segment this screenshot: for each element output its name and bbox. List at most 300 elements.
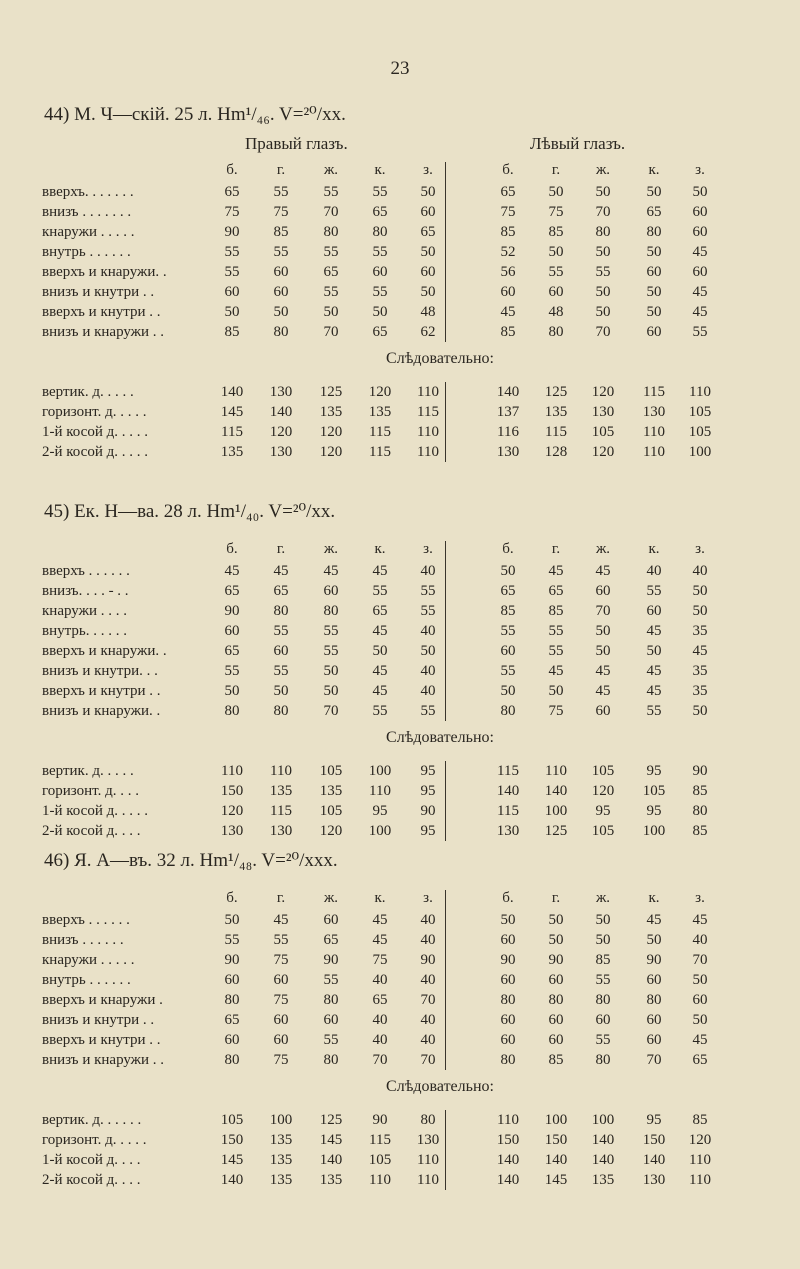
meridian-label: 2-й косой д. . . . (42, 1172, 141, 1188)
right-eye-value: 120 (220, 803, 244, 819)
left-column-header: з. (695, 162, 705, 178)
left-eye-value: 45 (646, 683, 662, 699)
column-divider (445, 1110, 446, 1190)
left-eye-value: 80 (500, 703, 516, 719)
right-column-header: г. (276, 541, 286, 557)
left-eye-value: 90 (548, 952, 564, 968)
right-eye-value: 60 (323, 1012, 339, 1028)
right-eye-value: 80 (224, 1052, 240, 1068)
left-eye-value: 50 (595, 284, 611, 300)
left-eye-value: 105 (642, 783, 666, 799)
left-eye-value: 145 (544, 1172, 568, 1188)
measurement-row (40, 910, 780, 930)
right-eye-value: 90 (323, 952, 339, 968)
left-eye-value: 95 (646, 763, 662, 779)
right-eye-value: 75 (273, 1052, 289, 1068)
right-eye-value: 145 (220, 404, 244, 420)
left-eye-value: 130 (496, 444, 520, 460)
result-heading: Слѣдовательно: (386, 350, 494, 367)
left-eye-value: 100 (591, 1112, 615, 1128)
left-eye-value: 115 (497, 763, 519, 779)
right-eye-value: 50 (273, 304, 289, 320)
left-eye-value: 56 (500, 264, 516, 280)
right-eye-value: 105 (368, 1152, 392, 1168)
right-eye-value: 55 (224, 932, 240, 948)
left-eye-value: 48 (548, 304, 564, 320)
measurement-row (40, 601, 780, 621)
direction-label: внизъ . . . . . . (42, 932, 124, 948)
right-eye-value: 55 (372, 583, 388, 599)
right-eye-value: 110 (417, 424, 439, 440)
right-eye-value: 85 (224, 324, 240, 340)
left-eye-value: 140 (544, 783, 568, 799)
right-eye-value: 135 (319, 404, 343, 420)
right-eye-value: 48 (420, 304, 436, 320)
meridian-label: горизонт. д. . . . (42, 783, 139, 799)
right-eye-value: 65 (372, 324, 388, 340)
result-row (40, 1110, 780, 1130)
left-eye-value: 80 (595, 992, 611, 1008)
left-eye-value: 85 (548, 1052, 564, 1068)
right-column-header: з. (423, 890, 433, 906)
right-eye-value: 55 (323, 972, 339, 988)
left-eye-value: 125 (544, 823, 568, 839)
right-eye-value: 60 (273, 264, 289, 280)
right-eye-value: 45 (323, 563, 339, 579)
measurement-row (40, 322, 780, 342)
left-eye-value: 135 (544, 404, 568, 420)
left-eye-value: 50 (646, 244, 662, 260)
right-eye-value: 140 (269, 404, 293, 420)
right-eye-value: 100 (269, 1112, 293, 1128)
direction-label: внизъ и кнутри. . . (42, 663, 158, 679)
right-eye-value: 135 (269, 1132, 293, 1148)
right-eye-value: 55 (273, 932, 289, 948)
left-eye-value: 110 (497, 1112, 519, 1128)
result-row (40, 382, 780, 402)
right-eye-value: 40 (420, 1032, 436, 1048)
left-column-header: к. (648, 162, 660, 178)
right-eye-value: 55 (372, 244, 388, 260)
right-eye-value: 80 (323, 1052, 339, 1068)
right-eye-value: 110 (369, 1172, 391, 1188)
result-row (40, 761, 780, 781)
left-eye-value: 100 (642, 823, 666, 839)
right-eye-value: 80 (273, 703, 289, 719)
left-eye-value: 110 (689, 1152, 711, 1168)
left-eye-value: 50 (595, 623, 611, 639)
right-eye-value: 65 (323, 932, 339, 948)
left-eye-value: 65 (692, 1052, 708, 1068)
measurement-row (40, 581, 780, 601)
left-eye-value: 120 (591, 444, 615, 460)
right-eye-value: 115 (221, 424, 243, 440)
left-eye-value: 100 (688, 444, 712, 460)
right-eye-value: 90 (224, 224, 240, 240)
left-eye-value: 100 (544, 1112, 568, 1128)
right-eye-value: 55 (273, 184, 289, 200)
left-eye-value: 90 (692, 763, 708, 779)
right-eye-value: 95 (420, 763, 436, 779)
right-eye-value: 45 (372, 623, 388, 639)
right-eye-value: 135 (220, 444, 244, 460)
left-eye-value: 35 (692, 663, 708, 679)
case-title: 45) Ек. Н—ва. 28 л. Hm¹/₄₀. V=²⁰/xx. (44, 501, 336, 522)
right-eye-value: 90 (224, 952, 240, 968)
measurement-row (40, 950, 780, 970)
right-eye-value: 50 (224, 912, 240, 928)
measurement-row (40, 1050, 780, 1070)
measurement-row (40, 222, 780, 242)
right-eye-value: 70 (323, 204, 339, 220)
right-eye-value: 130 (269, 444, 293, 460)
right-eye-value: 90 (224, 603, 240, 619)
right-eye-value: 145 (220, 1152, 244, 1168)
right-eye-value: 50 (323, 663, 339, 679)
left-eye-value: 50 (692, 583, 708, 599)
column-divider (445, 890, 446, 1070)
measurement-rows (40, 561, 780, 721)
right-column-header: ж. (323, 541, 339, 557)
meridian-label: вертик. д. . . . . (42, 763, 134, 779)
direction-label: вверхъ . . . . . . (42, 563, 130, 579)
right-eye-value: 60 (273, 643, 289, 659)
meridian-label: вертик. д. . . . . . (42, 1112, 142, 1128)
result-row (40, 1170, 780, 1190)
right-eye-value: 45 (372, 683, 388, 699)
meridian-label: 2-й косой д. . . . (42, 823, 141, 839)
right-eye-value: 50 (372, 304, 388, 320)
right-eye-value: 60 (224, 972, 240, 988)
right-eye-value: 65 (420, 224, 436, 240)
right-eye-value: 90 (420, 803, 436, 819)
right-eye-value: 40 (372, 1012, 388, 1028)
right-eye-value: 40 (420, 972, 436, 988)
left-eye-value: 140 (591, 1132, 615, 1148)
right-eye-value: 65 (372, 992, 388, 1008)
right-eye-value: 45 (372, 912, 388, 928)
right-eye-value: 50 (372, 643, 388, 659)
left-eye-value: 105 (591, 823, 615, 839)
left-eye-value: 60 (500, 932, 516, 948)
left-eye-value: 60 (646, 972, 662, 988)
left-eye-value: 128 (544, 444, 568, 460)
direction-label: вверхъ. . . . . . . (42, 184, 134, 200)
measurement-row (40, 202, 780, 222)
column-divider (445, 541, 446, 721)
right-eye-value: 60 (420, 204, 436, 220)
right-eye-value: 130 (269, 823, 293, 839)
right-eye-value: 135 (319, 1172, 343, 1188)
left-eye-value: 50 (500, 683, 516, 699)
right-column-header: б. (226, 890, 238, 906)
left-column-header: г. (551, 541, 561, 557)
direction-label: внутрь . . . . . . (42, 244, 131, 260)
left-eye-value: 50 (548, 244, 564, 260)
left-column-header: ж. (595, 162, 611, 178)
left-eye-value: 60 (646, 1012, 662, 1028)
left-eye-value: 85 (548, 603, 564, 619)
column-header-row (40, 160, 780, 182)
left-eye-value: 60 (646, 324, 662, 340)
result-row (40, 1150, 780, 1170)
right-eye-value: 60 (273, 972, 289, 988)
left-eye-value: 60 (692, 204, 708, 220)
left-eye-value: 116 (497, 424, 519, 440)
right-eye-value: 75 (273, 952, 289, 968)
right-eye-value: 45 (273, 563, 289, 579)
left-eye-value: 45 (692, 912, 708, 928)
left-eye-value: 60 (548, 1012, 564, 1028)
right-eye-value: 60 (224, 623, 240, 639)
left-eye-value: 80 (595, 224, 611, 240)
left-column-header: б. (502, 162, 514, 178)
right-eye-value: 100 (368, 763, 392, 779)
left-eye-value: 70 (646, 1052, 662, 1068)
left-eye-value: 130 (591, 404, 615, 420)
right-eye-value: 65 (224, 1012, 240, 1028)
left-eye-value: 45 (548, 663, 564, 679)
right-eye-value: 120 (319, 823, 343, 839)
right-eye-value: 75 (273, 204, 289, 220)
right-eye-value: 65 (372, 204, 388, 220)
right-column-header: з. (423, 162, 433, 178)
left-eye-value: 80 (692, 803, 708, 819)
right-eye-value: 50 (420, 284, 436, 300)
direction-label: внизъ и кнутри . . (42, 284, 155, 300)
left-eye-value: 85 (692, 1112, 708, 1128)
right-eye-value: 70 (420, 992, 436, 1008)
left-eye-value: 130 (496, 823, 520, 839)
right-eye-value: 50 (420, 184, 436, 200)
left-eye-value: 75 (500, 204, 516, 220)
direction-label: вверхъ и кнутри . . (42, 1032, 161, 1048)
right-eye-value: 40 (372, 1032, 388, 1048)
right-eye-value: 55 (372, 184, 388, 200)
left-eye-value: 50 (692, 972, 708, 988)
direction-label: внизъ и кнаружи. . (42, 703, 161, 719)
direction-label: вверхъ и кнаружи. . (42, 643, 167, 659)
right-eye-value: 75 (224, 204, 240, 220)
right-eye-value: 110 (417, 444, 439, 460)
left-eye-value: 60 (646, 264, 662, 280)
left-eye-value: 105 (688, 404, 712, 420)
right-eye-value: 45 (224, 563, 240, 579)
left-eye-value: 85 (692, 823, 708, 839)
right-eye-value: 45 (372, 563, 388, 579)
right-eye-value: 55 (372, 284, 388, 300)
left-eye-value: 105 (591, 763, 615, 779)
right-eye-value: 70 (323, 703, 339, 719)
left-eye-value: 45 (692, 244, 708, 260)
right-eye-value: 40 (420, 623, 436, 639)
right-eye-value: 55 (273, 663, 289, 679)
direction-label: внутрь. . . . . . (42, 623, 127, 639)
left-column-header: б. (502, 890, 514, 906)
left-eye-value: 65 (500, 583, 516, 599)
right-eye-value: 135 (269, 783, 293, 799)
left-eye-value: 50 (548, 683, 564, 699)
right-eye-value: 95 (420, 823, 436, 839)
right-eye-value: 50 (224, 683, 240, 699)
right-eye-value: 70 (372, 1052, 388, 1068)
left-eye-value: 75 (548, 703, 564, 719)
right-eye-value: 55 (323, 244, 339, 260)
left-eye-value: 60 (500, 972, 516, 988)
left-eye-value: 60 (500, 284, 516, 300)
right-eye-value: 65 (273, 583, 289, 599)
left-eye-heading: Лѣвый глазъ. (530, 134, 626, 153)
left-eye-value: 105 (591, 424, 615, 440)
right-eye-value: 45 (273, 912, 289, 928)
right-column-header: к. (374, 890, 386, 906)
right-eye-value: 80 (224, 992, 240, 1008)
left-eye-value: 60 (595, 703, 611, 719)
right-eye-value: 110 (369, 783, 391, 799)
result-rows (40, 1110, 780, 1190)
right-column-header: ж. (323, 162, 339, 178)
right-eye-value: 75 (372, 952, 388, 968)
left-column-header: ж. (595, 890, 611, 906)
left-eye-value: 105 (688, 424, 712, 440)
result-row (40, 402, 780, 422)
left-eye-value: 45 (646, 912, 662, 928)
left-eye-value: 80 (548, 992, 564, 1008)
left-eye-value: 60 (595, 583, 611, 599)
left-eye-value: 80 (646, 992, 662, 1008)
right-eye-value: 120 (319, 424, 343, 440)
left-eye-value: 45 (595, 683, 611, 699)
left-eye-value: 45 (692, 1032, 708, 1048)
left-eye-value: 85 (500, 603, 516, 619)
left-eye-value: 140 (496, 1172, 520, 1188)
right-eye-value: 70 (420, 1052, 436, 1068)
right-eye-value: 115 (270, 803, 292, 819)
right-eye-value: 80 (273, 603, 289, 619)
left-eye-value: 55 (595, 972, 611, 988)
direction-label: внизъ и кнутри . . (42, 1012, 155, 1028)
right-eye-value: 65 (224, 643, 240, 659)
right-eye-value: 55 (420, 603, 436, 619)
left-eye-value: 140 (496, 1152, 520, 1168)
left-eye-value: 55 (548, 643, 564, 659)
left-eye-value: 55 (595, 264, 611, 280)
left-eye-value: 40 (692, 932, 708, 948)
direction-label: внизъ. . . . - . . (42, 583, 129, 599)
left-column-header: к. (648, 890, 660, 906)
left-eye-value: 50 (646, 304, 662, 320)
left-eye-value: 70 (595, 603, 611, 619)
left-column-header: з. (695, 541, 705, 557)
left-column-header: г. (551, 162, 561, 178)
case-block (40, 100, 780, 462)
left-eye-value: 60 (500, 643, 516, 659)
measurement-row (40, 930, 780, 950)
left-eye-value: 75 (548, 204, 564, 220)
right-eye-value: 135 (269, 1172, 293, 1188)
meridian-label: 1-й косой д. . . . (42, 1152, 141, 1168)
right-eye-value: 40 (420, 563, 436, 579)
left-eye-value: 55 (548, 264, 564, 280)
left-eye-value: 55 (692, 324, 708, 340)
measurement-rows (40, 182, 780, 342)
left-eye-value: 55 (646, 703, 662, 719)
result-rows (40, 382, 780, 462)
right-eye-value: 80 (323, 603, 339, 619)
page-number: 23 (390, 58, 410, 79)
right-eye-value: 120 (319, 444, 343, 460)
right-eye-value: 65 (224, 184, 240, 200)
left-eye-value: 50 (595, 932, 611, 948)
measurement-row (40, 701, 780, 721)
left-eye-value: 110 (689, 384, 711, 400)
right-eye-value: 55 (273, 623, 289, 639)
left-column-header: г. (551, 890, 561, 906)
result-row (40, 422, 780, 442)
left-eye-value: 150 (642, 1132, 666, 1148)
right-eye-value: 80 (323, 224, 339, 240)
right-eye-value: 140 (220, 384, 244, 400)
right-eye-value: 65 (372, 603, 388, 619)
left-eye-value: 90 (500, 952, 516, 968)
left-eye-value: 130 (642, 404, 666, 420)
right-eye-value: 95 (372, 803, 388, 819)
left-eye-value: 55 (595, 1032, 611, 1048)
right-eye-value: 125 (319, 1112, 343, 1128)
measurement-row (40, 182, 780, 202)
direction-label: вверхъ и кнаружи. . (42, 264, 167, 280)
right-eye-value: 100 (368, 823, 392, 839)
direction-label: кнаружи . . . . . (42, 952, 135, 968)
left-eye-value: 52 (500, 244, 516, 260)
result-row (40, 801, 780, 821)
left-eye-value: 60 (646, 1032, 662, 1048)
right-eye-value: 75 (273, 992, 289, 1008)
left-eye-value: 45 (692, 284, 708, 300)
measurement-row (40, 282, 780, 302)
right-eye-value: 50 (420, 643, 436, 659)
left-eye-value: 60 (692, 224, 708, 240)
right-eye-value: 40 (420, 663, 436, 679)
direction-label: внизъ . . . . . . . (42, 204, 132, 220)
right-eye-value: 105 (220, 1112, 244, 1128)
right-eye-value: 120 (269, 424, 293, 440)
left-eye-value: 50 (646, 932, 662, 948)
left-eye-value: 85 (500, 224, 516, 240)
left-eye-value: 115 (497, 803, 519, 819)
left-eye-value: 110 (643, 444, 665, 460)
left-eye-value: 50 (595, 304, 611, 320)
left-eye-value: 50 (646, 643, 662, 659)
right-eye-value: 110 (417, 1172, 439, 1188)
meridian-label: горизонт. д. . . . . (42, 1132, 147, 1148)
left-eye-value: 135 (591, 1172, 615, 1188)
right-eye-value: 60 (323, 912, 339, 928)
left-eye-value: 60 (500, 1032, 516, 1048)
direction-label: кнаружи . . . . (42, 603, 127, 619)
left-eye-value: 50 (692, 703, 708, 719)
left-eye-value: 65 (548, 583, 564, 599)
right-eye-value: 55 (372, 703, 388, 719)
right-column-header: к. (374, 162, 386, 178)
right-column-header: г. (276, 890, 286, 906)
right-eye-value: 40 (420, 932, 436, 948)
right-eye-value: 60 (420, 264, 436, 280)
column-header-row (40, 539, 780, 561)
result-heading: Слѣдовательно: (386, 1078, 494, 1095)
direction-label: вверхъ и кнутри . . (42, 304, 161, 320)
left-eye-value: 50 (595, 184, 611, 200)
